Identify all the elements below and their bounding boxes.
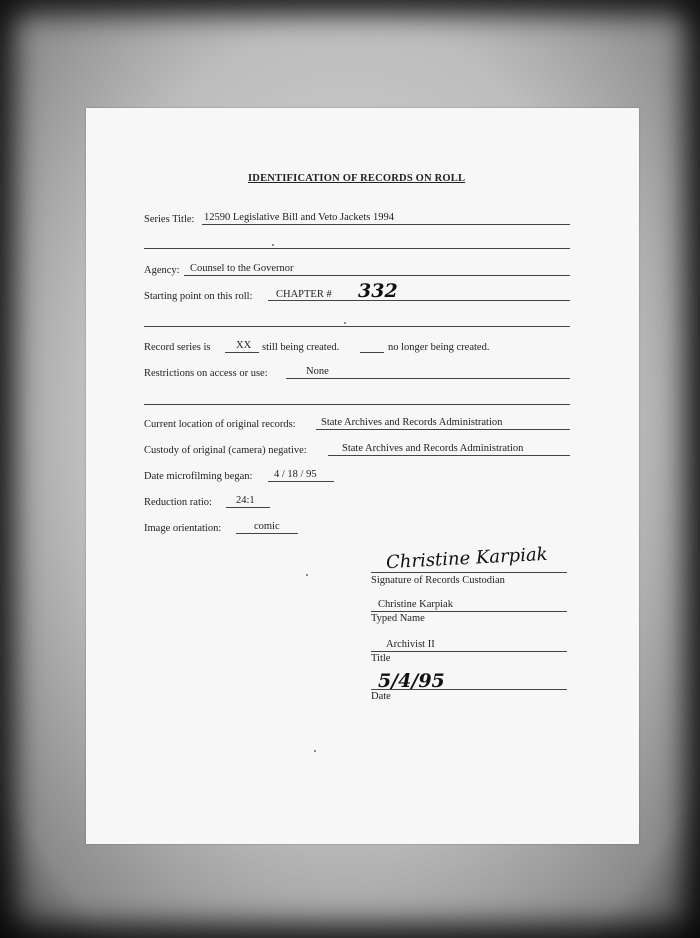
record-series-label: Record series is (144, 342, 211, 353)
reduction-ratio-value: 24:1 (236, 495, 255, 506)
signature-line (371, 572, 567, 573)
date-began-line (268, 481, 334, 482)
chapter-number-handwritten: 332 (358, 280, 398, 302)
typed-name-value: Christine Karpiak (378, 599, 453, 610)
title-value: Archivist II (386, 639, 435, 650)
reduction-ratio-label: Reduction ratio: (144, 497, 212, 508)
custody-value: State Archives and Records Administration (342, 443, 524, 454)
image-orientation-line (236, 533, 298, 534)
current-location-value: State Archives and Records Administration (321, 417, 503, 428)
series-title-label: Series Title: (144, 214, 195, 225)
custody-line (328, 455, 570, 456)
custodian-signature: Christine Karpiak (385, 543, 549, 574)
image-orientation-value: comic (254, 521, 280, 532)
agency-line (184, 275, 570, 276)
record-series-mark: XX (236, 340, 252, 351)
typed-name-line (371, 611, 567, 612)
restrictions-line (286, 378, 570, 379)
agency-value: Counsel to the Governor (190, 263, 294, 274)
record-series-mark-line (225, 352, 259, 353)
current-location-label: Current location of original records: (144, 419, 296, 430)
series-title-line-2 (144, 248, 570, 249)
current-location-line (316, 429, 570, 430)
date-began-label: Date microfilming began: (144, 471, 253, 482)
still-being-created-label: still being created. (262, 342, 340, 353)
reduction-ratio-line (226, 507, 270, 508)
starting-point-line-2 (144, 326, 570, 327)
agency-label: Agency: (144, 265, 180, 276)
speck (306, 574, 308, 576)
series-title-line (202, 224, 570, 225)
restrictions-line-2 (144, 404, 570, 405)
restrictions-label: Restrictions on access or use: (144, 368, 268, 379)
title-label: Title (371, 653, 391, 664)
starting-point-line (268, 300, 570, 301)
speck (344, 322, 346, 324)
date-label: Date (371, 691, 391, 702)
date-began-value: 4 / 18 / 95 (274, 469, 317, 480)
starting-point-label: Starting point on this roll: (144, 291, 253, 302)
series-title-value: 12590 Legislative Bill and Veto Jackets 1994 (204, 212, 394, 223)
starting-point-value: CHAPTER # (276, 289, 332, 300)
signature-label: Signature of Records Custodian (371, 575, 505, 586)
no-longer-being-created-label: no longer being created. (388, 342, 490, 353)
signed-date-handwritten: 5/4/95 (378, 670, 445, 692)
restrictions-value: None (306, 366, 329, 377)
records-form-sheet (86, 108, 639, 844)
date-line (371, 689, 567, 690)
image-orientation-label: Image orientation: (144, 523, 222, 534)
speck (314, 750, 316, 752)
no-longer-blank-line (360, 352, 384, 353)
form-title: IDENTIFICATION OF RECORDS ON ROLL (248, 173, 466, 184)
title-line (371, 651, 567, 652)
custody-label: Custody of original (camera) negative: (144, 445, 307, 456)
speck (272, 244, 274, 246)
typed-name-label: Typed Name (371, 613, 425, 624)
